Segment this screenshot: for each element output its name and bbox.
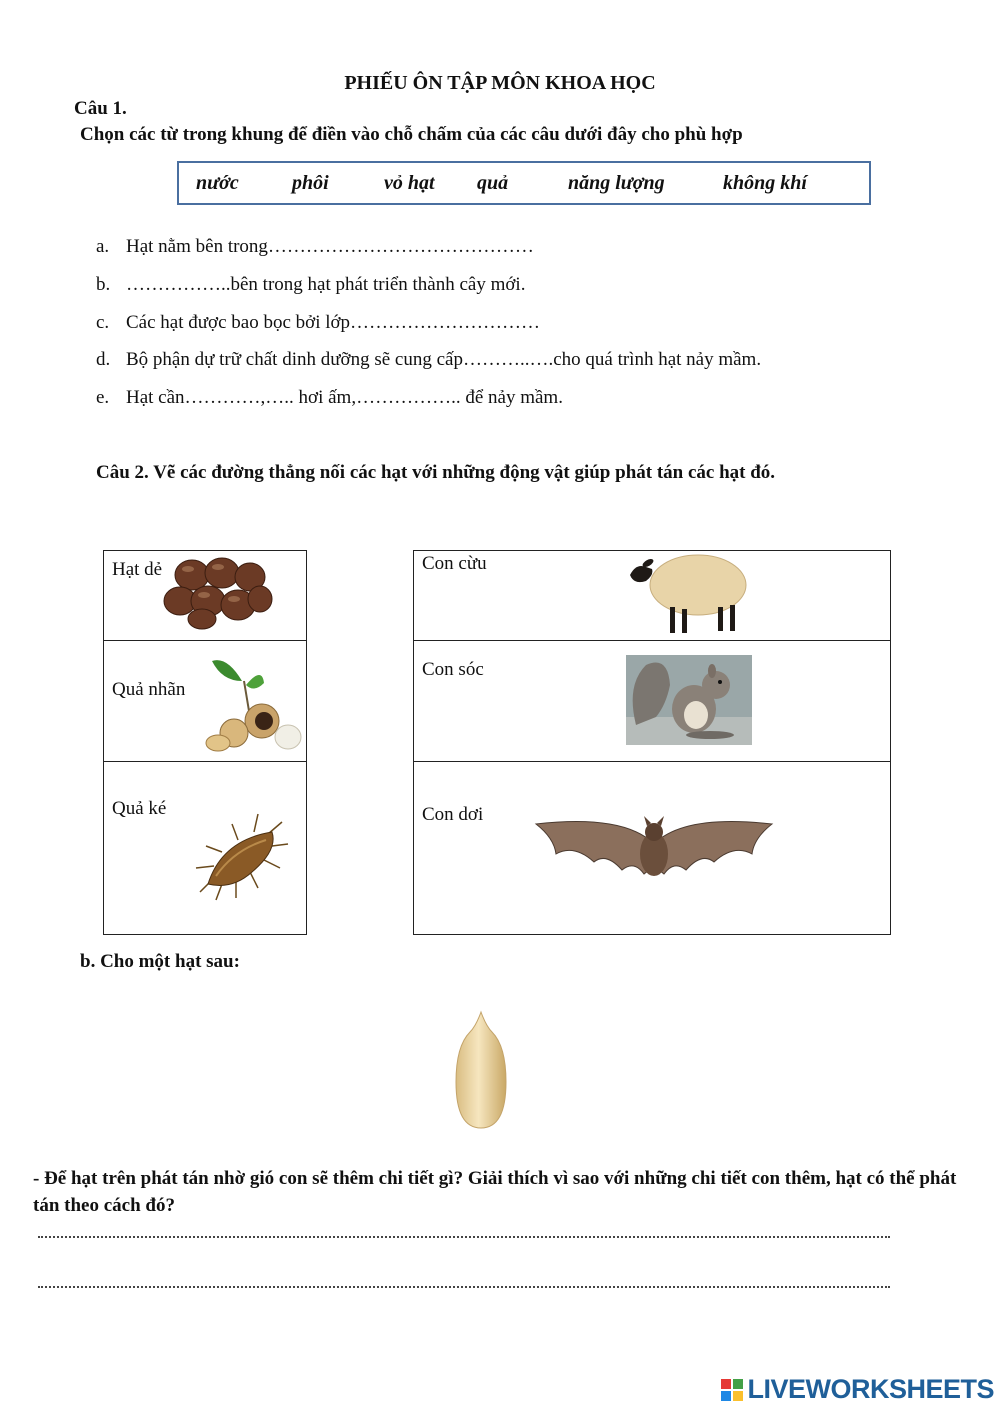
item-text: Bộ phận dự trữ chất dinh dưỡng sẽ cung cấp………..….cho quá trình hạt nảy mầm. xyxy=(126,349,762,370)
page-title: PHIẾU ÔN TẬP MÔN KHOA HỌC xyxy=(344,72,656,94)
answer-line-2[interactable] xyxy=(38,1286,890,1288)
cocklebur-image xyxy=(192,810,292,902)
item-label: b. xyxy=(96,274,111,295)
item-label: a. xyxy=(96,236,110,257)
part-b-label: b. Cho một hạt sau: xyxy=(80,951,240,972)
word-bank-item: không khí xyxy=(723,172,807,194)
animal-cell-squirrel[interactable] xyxy=(414,641,891,762)
animal-cell-sheep[interactable] xyxy=(414,551,891,641)
animal-label: Con sóc xyxy=(422,659,484,680)
word-bank-item: năng lượng xyxy=(568,172,665,194)
question-2-heading xyxy=(96,462,775,484)
item-text: ……………..bên trong hạt phát triển thành cây mới. xyxy=(126,274,526,295)
seed-label: Quả nhãn xyxy=(112,679,186,700)
animals-table xyxy=(413,550,891,935)
fill-item-a[interactable] xyxy=(96,236,534,258)
question-2-text: Vẽ các đường thẳng nối các hạt với những động vật giúp phát tán các hạt đó. xyxy=(148,462,776,483)
part-b-question: - Để hạt trên phát tán nhờ gió con sẽ thêm chi tiết gì? Giải thích vì sao với những chi tiết con thêm, hạt có thể phát tán theo cách đó? xyxy=(33,1168,957,1216)
chestnut-image xyxy=(162,555,274,633)
fill-item-d[interactable] xyxy=(96,349,761,371)
seed-label: Hạt dẻ xyxy=(112,559,163,580)
seed-cell-cocklebur[interactable] xyxy=(104,762,307,935)
animal-cell-bat[interactable] xyxy=(414,762,891,935)
squirrel-image xyxy=(626,655,752,745)
question-1-instruction: Chọn các từ trong khung để điền vào chỗ chấm của các câu dưới đây cho phù hợp xyxy=(80,124,743,145)
item-label: d. xyxy=(96,349,111,370)
item-text: Hạt cần…………,….. hơi ấm,…………….. để nảy mầm. xyxy=(126,387,563,408)
logo-text: LIVEWORKSHEETS xyxy=(747,1374,994,1404)
fill-item-b[interactable] xyxy=(96,274,525,296)
sheep-image xyxy=(626,545,754,637)
animal-label: Con cừu xyxy=(422,553,487,574)
fill-item-c[interactable] xyxy=(96,312,540,334)
seed-cell-longan[interactable] xyxy=(104,641,307,762)
liveworksheets-logo-icon xyxy=(721,1379,743,1401)
item-text: Hạt nằm bên trong…………………………………… xyxy=(126,236,534,257)
fill-item-e[interactable] xyxy=(96,387,563,409)
word-bank-item: nước xyxy=(196,172,239,194)
item-label: c. xyxy=(96,312,110,333)
word-bank-item: vỏ hạt xyxy=(384,172,435,194)
seed-image xyxy=(450,1010,512,1132)
word-bank-item: quả xyxy=(477,172,509,194)
question-2-label: Câu 2. xyxy=(96,462,149,483)
word-bank-box xyxy=(177,161,871,205)
answer-line-1[interactable] xyxy=(38,1236,890,1238)
seed-cell-chestnut[interactable] xyxy=(104,551,307,641)
liveworksheets-logo xyxy=(721,1374,994,1405)
animal-label: Con dơi xyxy=(422,804,484,825)
longan-image xyxy=(202,651,306,755)
question-1-label: Câu 1. xyxy=(74,98,127,119)
item-text: Các hạt được bao bọc bởi lớp………………………… xyxy=(126,312,541,333)
word-bank-item: phôi xyxy=(292,172,329,194)
seeds-table xyxy=(103,550,307,935)
bat-image xyxy=(534,804,774,894)
item-label: e. xyxy=(96,387,110,408)
seed-label: Quả ké xyxy=(112,798,167,819)
